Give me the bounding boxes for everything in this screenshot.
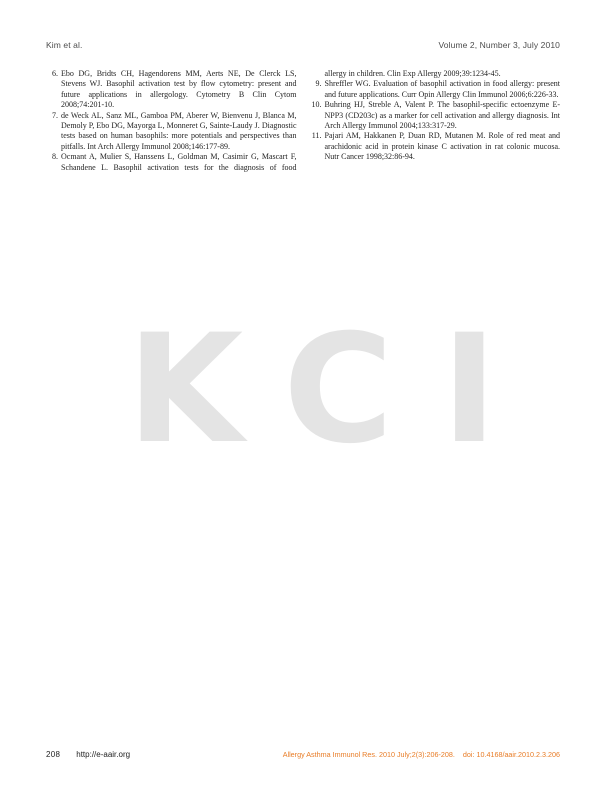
reference-item (46, 152, 297, 173)
reference-number: 8. (52, 152, 58, 162)
references-right-column (310, 69, 561, 173)
running-header (46, 40, 560, 50)
reference-item (310, 79, 561, 100)
watermark-letter-k: K (127, 303, 244, 477)
watermark-letter-c: C (283, 303, 394, 477)
reference-item (310, 100, 561, 131)
watermark-letter-i: I (441, 303, 498, 477)
journal-url-link[interactable]: http://e-aair.org (76, 750, 131, 759)
page-number: 208 (46, 750, 61, 759)
reference-text: Buhring HJ, Streble A, Valent P. The basophil-specific ectoenzyme E-NPP3 (CD203c) as a marker for cell activation and allergy diagnosis. Int Arch Allergy Immunol 2004;133:317-29. (324, 100, 560, 131)
reference-text: Ebo DG, Bridts CH, Hagendorens MM, Aerts NE, De Clerck LS, Stevens WJ. Basophil activation test by flow cytometry: present and future applications in allergology. Cytometry B Clin Cytom 2008;74:201-10. (61, 69, 297, 110)
reference-item-continuation (310, 69, 561, 79)
reference-text: Pajari AM, Hakkanen P, Duan RD, Mutanen M. Role of red meat and arachidonic acid in protein kinase C activation in rat colonic mucosa. Nutr Cancer 1998;32:86-94. (324, 131, 560, 162)
reference-number (310, 69, 325, 79)
reference-number: 10. (311, 100, 322, 110)
citation-line (283, 750, 560, 759)
reference-item (46, 111, 297, 153)
reference-text: de Weck AL, Sanz ML, Gamboa PM, Aberer W, Bienvenu J, Blanca M, Demoly P, Ebo DG, Mayorga L, Monneret G, Sainte-Laudy J. Diagnostic tests based on human basophils: more potentials and perspectives than pitfalls. Int Arch Allergy Immunol 2008;146:177-89. (61, 110, 297, 151)
running-head-issue: Volume 2, Number 3, July 2010 (438, 40, 560, 50)
reference-number: 9. (315, 79, 322, 89)
doi-text: doi: 10.4168/aair.2010.2.3.206 (462, 750, 560, 759)
reference-number: 11. (311, 131, 322, 141)
reference-text: Ocmant A, Mulier S, Hanssens L, Goldman M, Casimir G, Mascart F, Schandene L. Basophil activation tests for the diagnosis of food (61, 152, 297, 172)
kci-watermark (127, 303, 498, 477)
reference-text: allergy in children. Clin Exp Allergy 2009;39:1234-45. (324, 69, 501, 78)
references-left-column (46, 69, 297, 173)
references-section (46, 69, 560, 173)
running-head-authors: Kim et al. (46, 40, 83, 50)
reference-item (310, 131, 561, 162)
reference-text: Shreffler WG. Evaluation of basophil activation in food allergy: present and future applications. Curr Opin Allergy Clin Immunol 2006;6:226-33. (324, 79, 560, 99)
citation-text: Allergy Asthma Immunol Res. 2010 July;2(3):206-208. (282, 750, 455, 759)
reference-number: 7. (52, 110, 58, 120)
reference-number: 6. (52, 69, 58, 78)
page-footer (46, 750, 560, 759)
reference-item (46, 69, 297, 111)
